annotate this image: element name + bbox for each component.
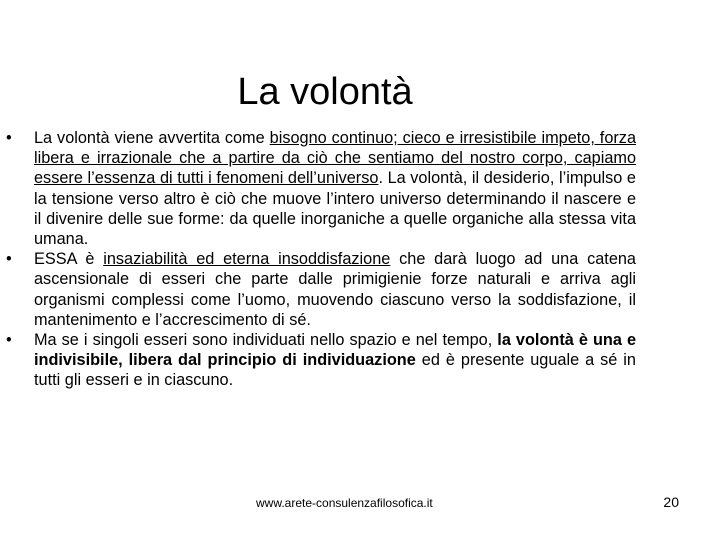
bullet-2-text-end: che darà luogo ad una catena ascensionale di esseri che parte dalle primigienie forze naturali e arriva agli organismi complessi come l’uomo, muovendo ciascuno verso la soddisfazione, il mantenimento e l’accrescimento di sé. — [34, 250, 636, 329]
bullet-2-text: ESSA è — [34, 250, 104, 269]
bullet-item-2 — [6, 249, 636, 330]
footer-url: www.arete-consulenzafilosofica.it — [256, 496, 433, 510]
bullet-list — [6, 128, 636, 391]
bullet-1-underlined-text: bisogno continuo; cieco e irresistibile impeto, forza libera e irrazionale che a partire da ciò che sentiamo del nostro corpo, capiamo essere l’essenza di tutti i fenomeni dell’universo — [34, 129, 636, 188]
bullet-item-3 — [6, 330, 636, 391]
bullet-3-text: Ma se i singoli esseri sono individuati nello spazio e nel tempo, — [34, 331, 498, 350]
slide-title: La volontà — [237, 71, 413, 114]
bullet-3-text-end: ed è presente uguale a sé in tutti gli esseri e in ciascuno. — [34, 351, 636, 390]
bullet-1-text: La volontà viene avvertita come — [34, 129, 270, 147]
bullet-item-1 — [6, 128, 636, 249]
bullet-3-bold-text: la volontà è una e indivisibile, libera dal principio di individuazione — [34, 331, 637, 370]
bullet-2-underlined-text: insaziabilità ed eterna insoddisfazione — [103, 250, 391, 269]
page-number: 20 — [663, 494, 679, 510]
bullet-1-text-end: . La volontà, il desiderio, l’impulso e la tensione verso altro è ciò che muove l’intero universo determinando il nascere e il divenire delle sue forme: da quelle inorganiche a quelle organiche alla stessa vita umana. — [34, 169, 636, 249]
